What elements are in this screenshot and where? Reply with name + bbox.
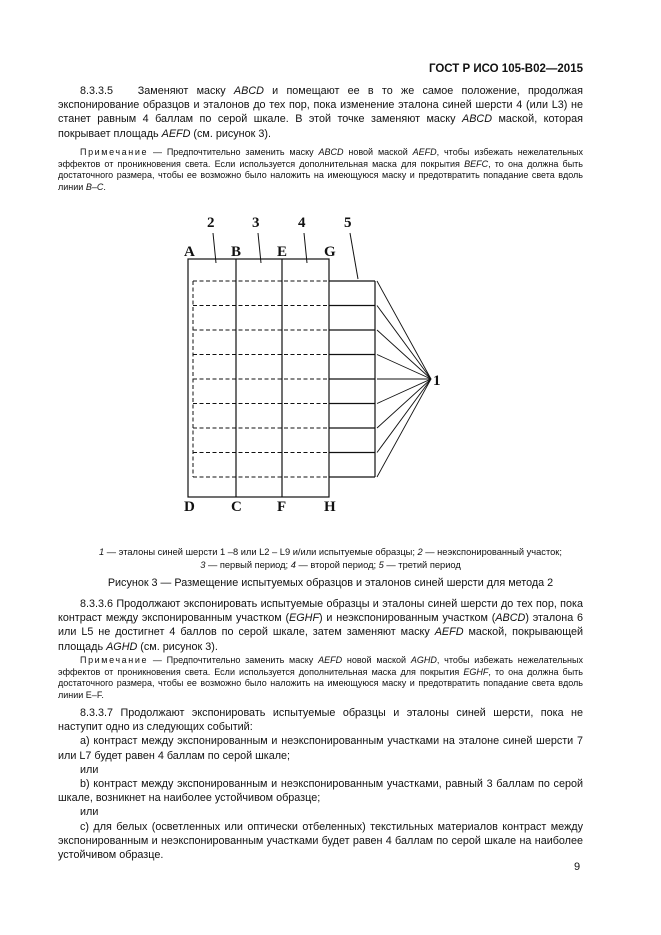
text: , то она должна быть достаточного размера, чтобы ее возможно было наложить на имеющуюся маску и предотвратить попадание света вдоль линии E–F. [58, 666, 583, 700]
text: ) эталона 6 или L5 не достигнет 4 баллов по серой шкале, затем заменяют маску [58, 612, 583, 639]
text: 1 [99, 547, 105, 557]
leader-line-5 [350, 233, 358, 279]
text: и помещают ее в то же самое положение, продолжая экспонирование образцов и эталонов до тех пор, пока изменение эталона синей шерсти 4 (или L3) не станет равным 4 баллам по серой шкале. В этой точке заменяют маску [58, 85, 584, 126]
label-a: A [184, 244, 195, 260]
text: — эталоны синей шерсти 1 –8 или L2 – L9 и/или испытуемые образцы; [104, 547, 418, 557]
text: (см. рисунок 3). [190, 127, 271, 140]
label-c: C [231, 499, 242, 515]
label-f: F [277, 499, 287, 515]
text: новой маской [343, 147, 413, 157]
text: B–C [85, 181, 104, 192]
leader-line-1 [377, 379, 431, 477]
note-label: Примечание [80, 147, 149, 157]
text: — неэкспонированный участок; [422, 547, 562, 557]
text: — Предпочтительно заменить маску [148, 147, 319, 157]
caption-line-1 [58, 546, 603, 559]
text: . [103, 181, 106, 192]
label-e: E [277, 244, 288, 260]
text: маской, которая покрывает площадь [58, 113, 583, 140]
page-number: 9 [574, 861, 581, 873]
leader-line-1 [377, 306, 431, 380]
text: AEFD [161, 127, 191, 140]
paragraph-8-3-3-7 [58, 706, 583, 862]
label-4: 4 [298, 215, 306, 231]
text: EGHF [289, 612, 320, 625]
label-h: H [324, 499, 336, 515]
clause-intro: 8.3.3.7 Продолжают экспонировать испытуемые образцы и эталоны синей шерсти, пока не наступит одно из следующих событий: [58, 707, 583, 734]
specimen-strips [193, 281, 375, 477]
text: 4 [290, 560, 296, 570]
leader-line-1 [377, 379, 431, 453]
note-label: Примечание [80, 655, 149, 665]
figure-title: Рисунок 3 — Размещение испытуемых образцов и эталонов синей шерсти для метода 2 [107, 577, 554, 589]
text: AGHD [106, 640, 138, 653]
figure-caption [58, 546, 603, 572]
text: 3 [200, 560, 206, 570]
figure-3-diagram [170, 205, 460, 525]
text: ABCD [233, 85, 264, 97]
mask-frame [188, 259, 329, 497]
label-d: D [184, 499, 195, 515]
note-2 [58, 655, 583, 701]
text: Заменяют маску [137, 85, 234, 97]
note-1 [58, 147, 583, 193]
leader-lines-1 [377, 281, 431, 477]
text: ABCD [495, 612, 526, 625]
list-item-a: а) контраст между экспонированным и неэкспонированным участками на эталоне синей шерсти 7 или L7 будет равен 4 баллам по серой шкале; [58, 735, 583, 762]
text: ABCD [462, 113, 493, 126]
text: AEFD [318, 655, 343, 665]
text: ) и неэкспонированным участком ( [319, 612, 496, 625]
leader-line-1 [377, 379, 431, 428]
label-g: G [324, 244, 336, 260]
label-5: 5 [344, 215, 352, 231]
text: маской, покрывающей площадь [58, 626, 583, 653]
text: — третий период [383, 560, 461, 570]
text: 8.3.3.6 Продолжают экспонировать испытуемые образцы и эталоны синей шерсти до тех пор, пока контраст между экспонированным участком ( [58, 598, 583, 625]
paragraph-8-3-3-5 [58, 84, 583, 141]
text: AEFD [412, 147, 437, 157]
text: EGHF [463, 666, 489, 677]
text: , чтобы избежать нежелательных эффектов от проникновения света. Если используется дополнительная маска для покрытия [58, 147, 583, 169]
text: — второй период; [295, 560, 379, 570]
text: — первый период; [205, 560, 291, 570]
list-item-c: с) для белых (осветленных или оптически отбеленных) текстильных материалов контраст между экспонированным и неэкспонированным участками будет равен 4 баллам по серой шкале на наиболее устойчивом образце. [58, 820, 583, 862]
text: — Предпочтительно заменить маску [148, 655, 319, 665]
label-2: 2 [207, 215, 215, 231]
document-header: ГОСТ Р ИСО 105-В02—2015 [428, 63, 583, 75]
text: новой маской [342, 655, 411, 665]
or-separator: или [80, 763, 99, 776]
text: 2 [417, 547, 423, 557]
label-1: 1 [433, 373, 441, 389]
text: 5 [378, 560, 384, 570]
text: (см. рисунок 3). [137, 640, 218, 653]
label-b: B [231, 244, 242, 260]
text: BEFC [464, 158, 489, 169]
caption-line-2 [58, 559, 603, 572]
or-separator: или [80, 806, 99, 819]
list-item-b: b) контраст между экспонированным и неэкспонированным участками, равный 3 баллам по серой шкале, возникнет на наиболее устойчивом образце; [58, 778, 583, 805]
leader-line-1 [377, 355, 431, 380]
text: ABCD [318, 147, 344, 157]
text: AEFD [434, 626, 464, 639]
paragraph-8-3-3-6 [58, 597, 583, 654]
clause-number: 8.3.3.5 [80, 85, 114, 97]
leader-line-1 [377, 379, 431, 404]
text: , чтобы избежать нежелательных эффектов от проникновения света. Если используется дополнительная маска для покрытия [58, 655, 583, 677]
leader-line-1 [377, 281, 431, 379]
leader-line-1 [377, 330, 431, 379]
text: , то она должна быть достаточного размера, чтобы ее возможно было наложить на имеющуюся маску и предотвратить попадание света вдоль линии [58, 158, 583, 192]
label-3: 3 [252, 215, 260, 231]
text: AGHD [410, 655, 437, 665]
